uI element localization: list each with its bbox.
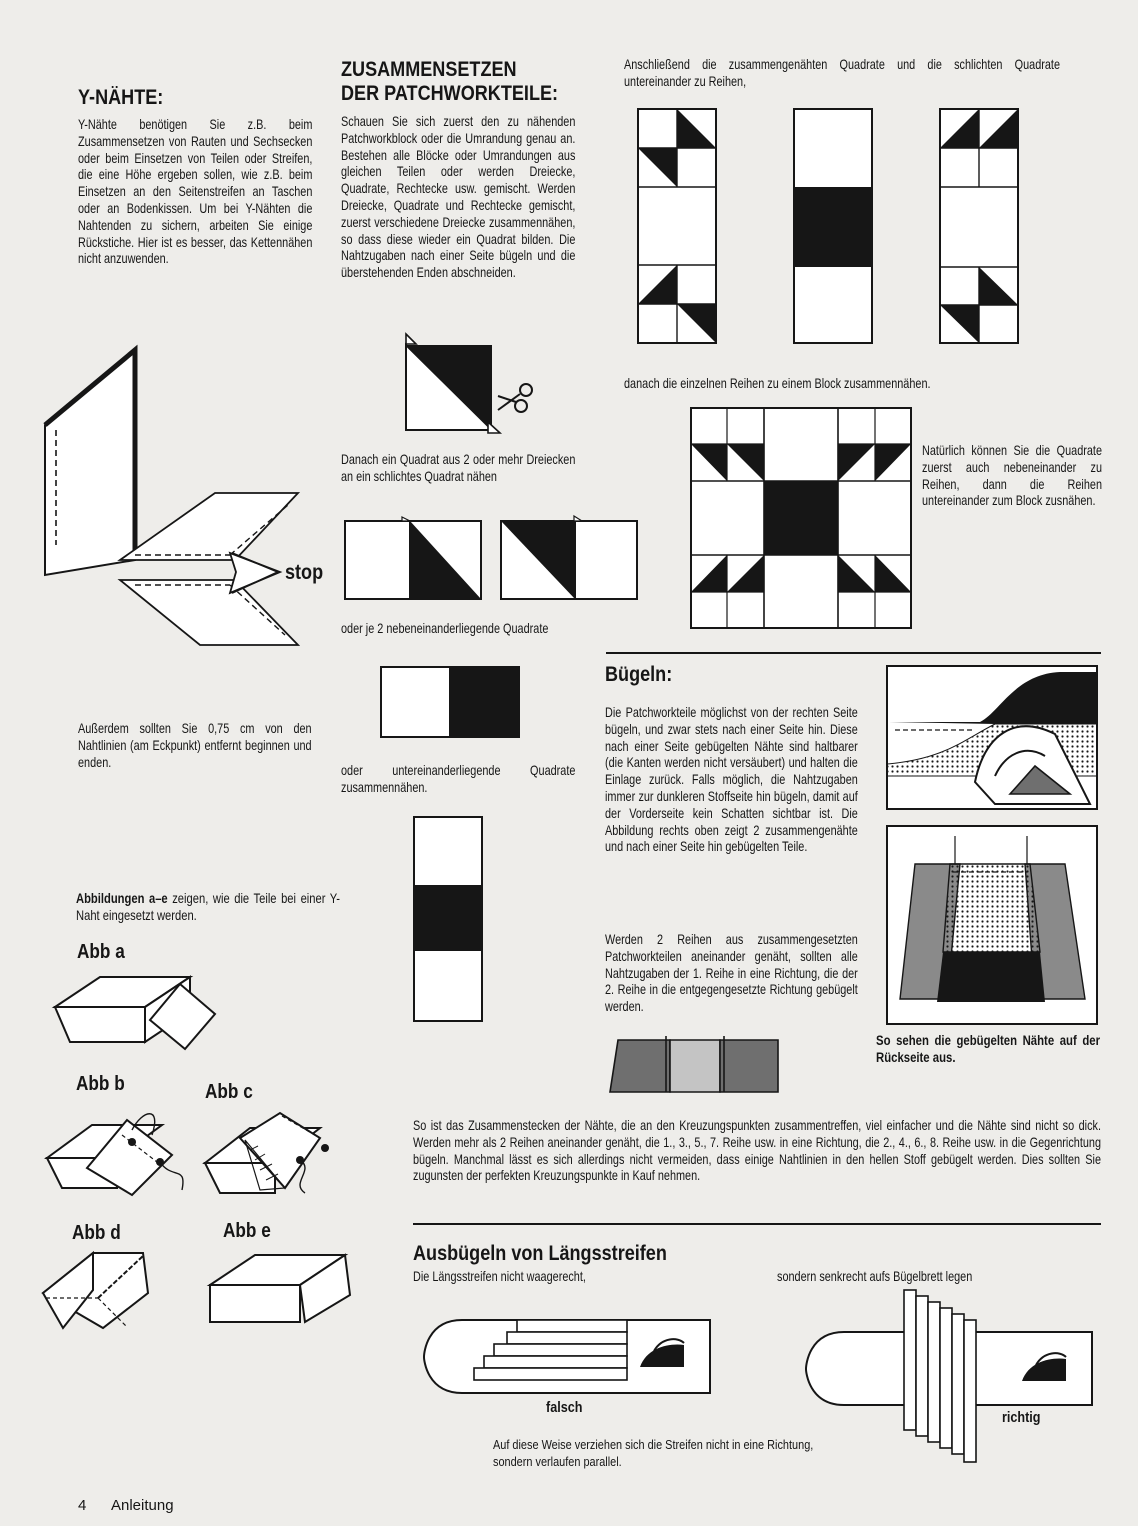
abb-b-figure bbox=[42, 1100, 192, 1195]
board-vertical-strips bbox=[804, 1288, 1099, 1468]
seam-rows-illustration bbox=[608, 1034, 783, 1096]
assembly-intro: Schauen Sie sich zuerst den zu nähenden Patchworkblock oder die Umrandung genau an. Bestehen alle Blöcke oder Umrandungen aus gleichen Teilen oder werden Dreiecke, Quadrate, Rechtecke usw. gemischt. Werden Dreiecke, Quadrate und Rechtecke gemischt, zuerst verschiedene Dreiecke zusammennähen, so dass diese wieder ein Quadrat bilden. Die Nahtzugaben nach einer Seite bügeln und die überstehenden Enden abschneiden. bbox=[341, 114, 576, 281]
ironing-illustration bbox=[885, 664, 1100, 812]
abb-c-label: Abb c bbox=[205, 1081, 253, 1103]
trim-triangle-illustration bbox=[400, 330, 545, 435]
side-by-side-caption: oder je 2 nebeneinanderliegende Quadrate bbox=[341, 621, 549, 636]
y-seam-illustration bbox=[40, 345, 340, 665]
figures-caption bbox=[76, 890, 340, 924]
y-seams-intro: Y-Nähte benötigen Sie z.B. beim Zusammensetzen von Rauten und Sechsecken oder beim Einsetzen von Teilen oder Streifen, die eine Höhe ergeben sollen, wie z.B. beim Einsetzen an den Seitenstreifen an Taschen oder an Bodenkissen. Um bei Y-Nähten die Nahtenden zu sichern, arbeiten Sie einige Rückstiche. Hier ist es besser, das Kettennähen nicht anzuwenden. bbox=[78, 117, 313, 267]
figures-caption-rest: zeigen, wie die Teile bei einer Y-Naht eingesetzt werden. bbox=[76, 890, 340, 923]
distance-note: Außerdem sollten Sie 0,75 cm von den Nahtlinien (am Eckpunkt) entfernt beginnen und enden. bbox=[78, 721, 312, 770]
abb-c-figure bbox=[200, 1108, 350, 1198]
page-number: 4 bbox=[78, 1497, 87, 1514]
triangles-caption: Danach ein Quadrat aus 2 oder mehr Dreiecken an ein schlichtes Quadrat nähen bbox=[341, 452, 576, 484]
label-wrong: falsch bbox=[546, 1399, 583, 1416]
strips-result-line2: sondern verlaufen parallel. bbox=[493, 1454, 622, 1469]
triangle-square-pairs bbox=[342, 513, 642, 603]
strips-heading: Ausbügeln von Längsstreifen bbox=[413, 1242, 667, 1265]
assembly-heading-line2: DER PATCHWORKTEILE: bbox=[341, 82, 559, 105]
abb-e-figure bbox=[205, 1250, 355, 1330]
label-right: richtig bbox=[1002, 1409, 1041, 1426]
scissors-icon bbox=[498, 384, 532, 412]
board-horizontal-strips bbox=[422, 1315, 717, 1400]
section-divider bbox=[606, 652, 1101, 654]
assembly-heading-line1: ZUSAMMENSETZEN bbox=[341, 58, 517, 81]
abb-a-label: Abb a bbox=[77, 941, 125, 963]
ironing-paragraph-1: Die Patchworkteile möglichst von der rechten Seite bügeln, und zwar stets nach einer Seite hin. Diese nach einer Seite gebügelten Nähte sind haltbarer (die Kanten werden nicht versäubert) und halten die Einlage zurück. Falls möglich, die Nahtzugaben immer zur dunkleren Stoffseite hin bügeln, damit auf der Vorderseite kein Schatten sichtbar ist. Die Abbildung rechts oben zeigt 2 zusammengenähte und nach einer Seite hin gebügelten Teile. bbox=[605, 705, 858, 855]
rows-caption: Anschließend die zusammengenähten Quadrate und die schlichten Quadrate untereinander zu Reihen, bbox=[624, 57, 1060, 89]
ironing-heading: Bügeln: bbox=[605, 663, 673, 686]
abb-e-label: Abb e bbox=[223, 1220, 271, 1242]
footer-section: Anleitung bbox=[111, 1497, 174, 1514]
alternative-caption: Natürlich können Sie die Quadrate zuerst auch nebeneinander zu Reihen, dann die Reihen untereinander zum Block zusnähen. bbox=[922, 443, 1102, 509]
ironing-paragraph-2: Werden 2 Reihen aus zusammengesetzten Patchworkteilen aneinander genäht, sollten alle Nahtzugaben der 1. Reihe in eine Richtung, die der 2. Reihe in die entgegengesetzte Richtung gebügelt werden. bbox=[605, 932, 858, 1015]
abb-d-figure bbox=[38, 1248, 168, 1333]
ironed-back-illustration bbox=[885, 824, 1100, 1026]
abb-a-figure bbox=[50, 972, 220, 1052]
stacked-squares bbox=[412, 815, 484, 1025]
strips-divider bbox=[413, 1223, 1101, 1225]
y-seams-heading: Y-NÄHTE: bbox=[78, 86, 164, 109]
ironed-back-caption: So sehen die gebügelten Nähte auf der Rückseite aus. bbox=[876, 1033, 1100, 1066]
strips-caption-right: sondern senkrecht aufs Bügelbrett legen bbox=[777, 1269, 973, 1284]
assembled-block-illustration bbox=[689, 406, 914, 631]
abb-d-label: Abb d bbox=[72, 1222, 121, 1244]
block-caption: danach die einzelnen Reihen zu einem Block zusammennähen. bbox=[624, 376, 931, 391]
side-by-side-squares bbox=[379, 665, 524, 740]
figures-caption-bold: Abbildungen a–e bbox=[76, 890, 168, 906]
stop-label: stop bbox=[285, 561, 324, 584]
strips-result-line1: Auf diese Weise verziehen sich die Streifen nicht in eine Richtung, bbox=[493, 1437, 814, 1452]
strips-caption-wrong: Die Längsstreifen nicht waagerecht, bbox=[413, 1269, 586, 1284]
stacked-caption: oder untereinanderliegende Quadrate zusammennähen. bbox=[341, 763, 576, 795]
abb-b-label: Abb b bbox=[76, 1073, 125, 1095]
row-strips-illustration bbox=[636, 107, 1096, 349]
ironing-paragraph-3: So ist das Zusammenstecken der Nähte, die an den Kreuzungspunkten zusammentreffen, viel einfacher und die Nähte sind nicht so dick. Werden mehr als 2 Reihen aneinander genäht, die 1., 3., 5., 7. Reihe usw. in eine Richtung, die 2., 4., 6., 8. Reihe usw. in die Gegenrichtung bügeln. Manchmal lässt es sich allerdings nicht vermeiden, dass einige Nahtlinien in den hellen Stoff gebügelt werden. Dies sollten Sie zugunsten der perfekten Kreuzungspunkte in Kauf nehmen. bbox=[413, 1118, 1101, 1184]
